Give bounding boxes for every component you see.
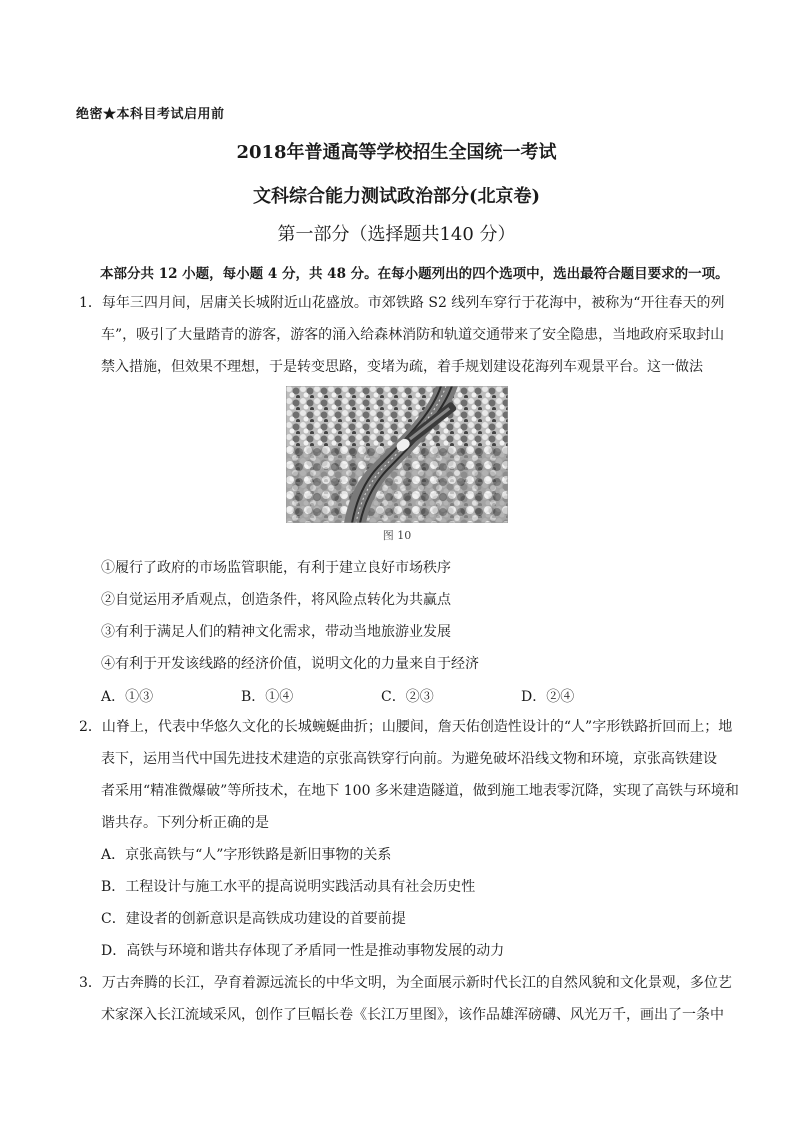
figure-caption: 图 10 <box>382 529 412 542</box>
question-1-text: 1．每年三四月间，居庸关长城附近山花盛放。市郊铁路 S2 线列车穿行于花海中，被称为“开往春天的列 <box>79 295 725 311</box>
question-2-text: 表下，运用当代中国先进技术建造的京张高铁穿行向前。为避免破坏沿线文物和环境，京张高铁建设 <box>101 751 717 767</box>
option-c[interactable]: C．建设者的创新意识是高铁成功建设的首要前提 <box>101 911 406 927</box>
exam-title: 2018年普通高等学校招生全国统一考试 <box>236 142 557 163</box>
figure-10-photo <box>286 386 508 523</box>
option-a[interactable]: A．京张高铁与“人”字形铁路是新旧事物的关系 <box>101 847 392 863</box>
question-1-text: 车”，吸引了大量踏青的游客，游客的涌入给森林消防和轨道交通带来了安全隐患，当地政府采取封山 <box>101 327 725 343</box>
section-title: 第一部分（选择题共140 分） <box>277 224 516 245</box>
statement-2: ②自觉运用矛盾观点，创造条件，将风险点转化为共赢点 <box>101 592 451 608</box>
question-2-text: 者采用“精准微爆破”等所技术，在地下 100 多米建造隧道，做到施工地表零沉降，实现了高铁与环境和 <box>101 783 739 799</box>
option-b[interactable]: B．①④ <box>241 689 294 705</box>
statement-3: ③有利于满足人们的精神文化需求，带动当地旅游业发展 <box>101 624 451 640</box>
statement-1: ①履行了政府的市场监管职能，有利于建立良好市场秩序 <box>101 560 451 576</box>
section-instructions: 本部分共 12 小题，每小题 4 分，共 48 分。在每小题列出的四个选项中，选出最符合题目要求的一项。 <box>100 266 729 282</box>
option-c[interactable]: C．②③ <box>381 689 434 705</box>
option-b[interactable]: B．工程设计与施工水平的提高说明实践活动具有社会历史性 <box>101 879 476 895</box>
question-2-text: 2．山脊上，代表中华悠久文化的长城蜿蜒曲折；山腰间，詹天佑创造性设计的“人”字形铁路折回而上；地 <box>79 719 733 735</box>
question-3-text: 3．万古奔腾的长江，孕育着源远流长的中华文明，为全面展示新时代长江的自然风貌和文化景观，多位艺 <box>79 975 732 991</box>
train-through-blossoms-image <box>286 386 508 523</box>
exam-subtitle: 文科综合能力测试政治部分(北京卷) <box>252 186 541 207</box>
statement-4: ④有利于开发该线路的经济价值，说明文化的力量来自于经济 <box>101 656 479 672</box>
question-1-text: 禁入措施，但效果不理想，于是转变思路，变堵为疏，着手规划建设花海列车观景平台。这一做法 <box>101 359 703 375</box>
question-3-text: 术家深入长江流域采风，创作了巨幅长卷《长江万里图》，该作品雄浑磅礴、风光万千，画出了一条中 <box>101 1007 724 1023</box>
confidential-label: 绝密★本科目考试启用前 <box>76 107 225 122</box>
option-d[interactable]: D．高铁与环境和谐共存体现了矛盾同一性是推动事物发展的动力 <box>101 943 505 959</box>
option-d[interactable]: D．②④ <box>521 689 575 705</box>
option-a[interactable]: A．①③ <box>101 689 154 705</box>
question-2-text: 谐共存。下列分析正确的是 <box>101 815 269 831</box>
